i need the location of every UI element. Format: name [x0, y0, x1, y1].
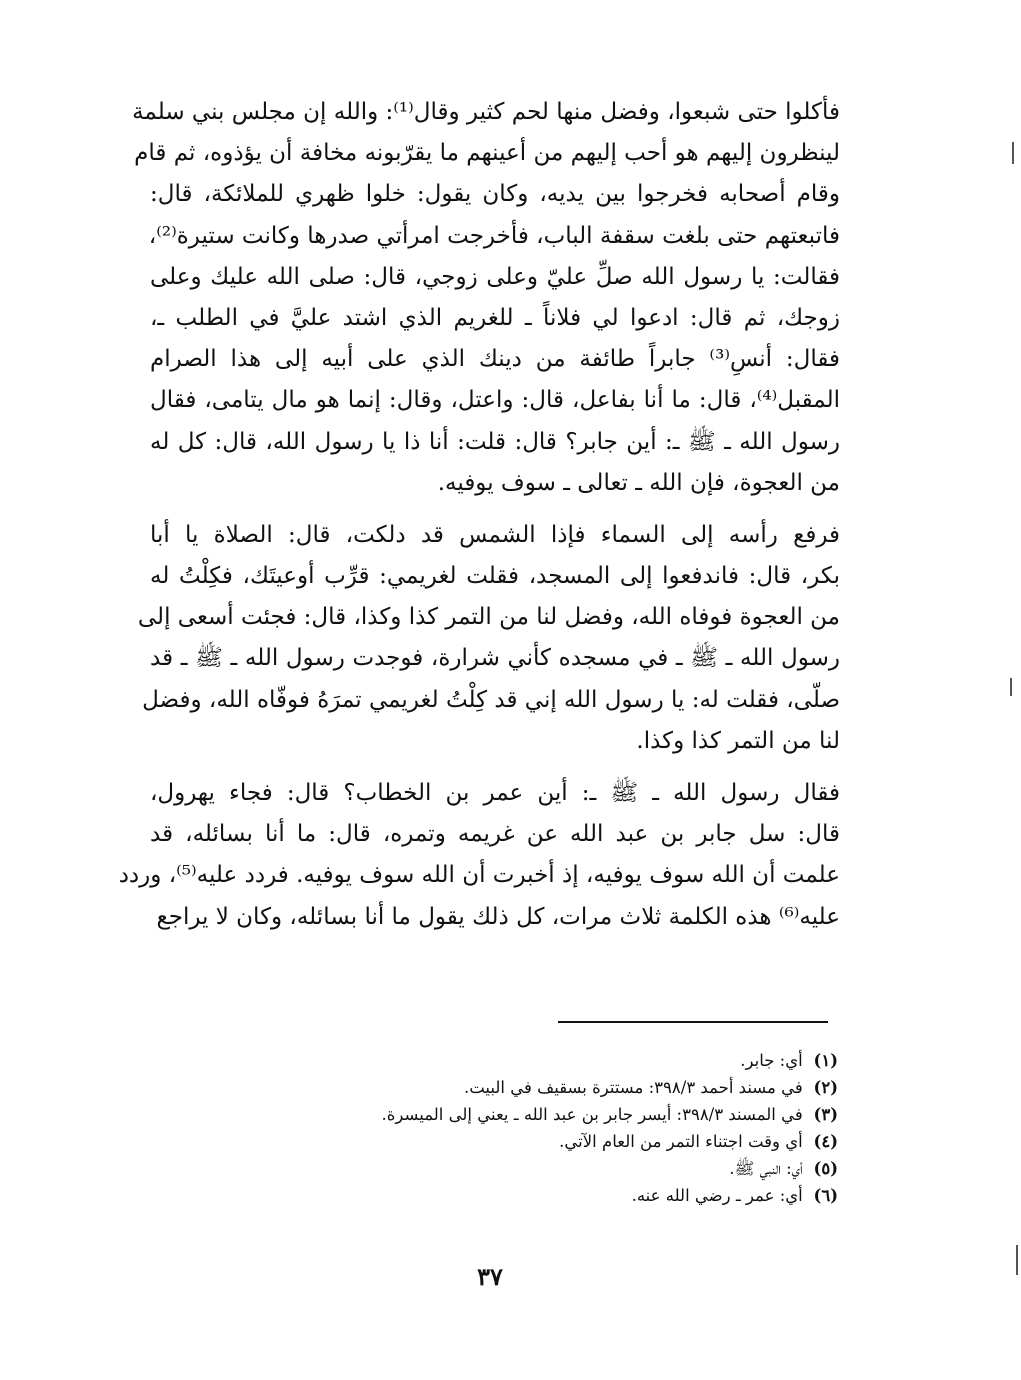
text-line: لنا من التمر كذا وكذا. [636, 727, 840, 754]
footnote-text: في المسند ٣٩٨/٣: أيسر جابر بن عبد الله ـ يعني إلى الميسرة. [381, 1105, 803, 1124]
paragraph-1 [132, 92, 841, 504]
footnote-text: في مسند أحمد ٣٩٨/٣: مستترة بسقيف في البيت. [463, 1078, 803, 1097]
text-line: من العجوة، فإن الله ـ تعالى ـ سوف يوفيه. [437, 469, 840, 496]
footnote [400, 1047, 838, 1074]
text-line: رسول الله ـ ﷺ ـ: أين جابر؟ قال: قلت: أنا ذا يا رسول الله، قال: كل له [150, 428, 840, 455]
text-line: قال: سل جابر بن عبد الله عن غريمه وتمره، قال: ما أنا بسائله، قد [150, 821, 840, 848]
paragraph-3 [118, 773, 840, 938]
text-line: من العجوة فوفاه الله، وفضل لنا من التمر كذا وكذا، قال: فجئت أسعى إلى [137, 604, 840, 631]
page-number: ٣٧ [477, 1262, 503, 1291]
footnotes [381, 1047, 838, 1209]
text-line: رسول الله ـ ﷺ ـ في مسجده كأني شرارة، فوجدت رسول الله ـ ﷺ ـ قد [150, 645, 840, 672]
footnote-text: أي وقت اجتناء التمر من العام الآتي. [559, 1132, 803, 1151]
footnote [400, 1155, 838, 1182]
footnote [400, 1182, 838, 1209]
footnote-number: (١) [813, 1051, 838, 1070]
text-line: بكر، قال: فاندفعوا إلى المسجد، فقلت لغريمي: قرِّب أوعيتَك، فكِلْتُ له [150, 563, 840, 590]
scan-margin-mark [1016, 1245, 1018, 1275]
footnote [400, 1128, 838, 1155]
text-line: صلّى، فقلت له: يا رسول الله إني قد كِلْتُ لغريمي تمرَهُ فوفّاه الله، وفضل [142, 686, 840, 713]
footnote-number: (٣) [813, 1105, 838, 1124]
footnote-text: أي: النبي ﷺ. [729, 1159, 803, 1178]
footnote-number: (٦) [813, 1186, 838, 1205]
text-line: وقام أصحابه فخرجوا بين يديه، وكان يقول: خلوا ظهري للملائكة، قال: [150, 181, 840, 208]
paragraph-2 [137, 515, 840, 762]
footnote-text: أي: عمر ـ رضي الله عنه. [631, 1186, 803, 1205]
text-line: المقبل⁽⁴⁾، قال: ما أنا بفاعل، قال: واعتل، وقال: إنما هو مال يتامى، فقال [150, 387, 840, 414]
text-line: فقال: أنسِ⁽³⁾ جابراً طائفة من دينك الذي على أبيه إلى هذا الصرام [150, 346, 841, 373]
footnote-separator [558, 1021, 828, 1023]
scan-margin-mark [1012, 142, 1014, 164]
footnote [381, 1101, 838, 1128]
footnote-number: (٢) [813, 1078, 838, 1097]
text-line: زوجك، ثم قال: ادعوا لي فلاناً ـ للغريم الذي اشتد عليَّ في الطلب ـ، [150, 304, 840, 331]
footnote-number: (٤) [813, 1132, 838, 1151]
footnote [400, 1074, 838, 1101]
text-line: عليه⁽⁶⁾ هذه الكلمة ثلاث مرات، كل ذلك يقول ما أنا بسائله، وكان لا يراجع [156, 903, 840, 930]
footnote-text: أي: جابر. [740, 1051, 803, 1070]
text-line: فقالت: يا رسول الله صلِّ عليّ وعلى زوجي، قال: صلى الله عليك وعلى [150, 263, 840, 290]
scan-margin-mark [1010, 678, 1012, 696]
text-line: لينظرون إليهم هو أحب إليهم من أعينهم ما يقرّبونه مخافة أن يؤذوه، ثم قام [134, 140, 840, 167]
text-line: علمت أن الله سوف يوفيه، إذ أخبرت أن الله سوف يوفيه. فردد عليه⁽⁵⁾، وردد [118, 862, 840, 889]
text-line: فرفع رأسه إلى السماء فإذا الشمس قد دلكت، قال: الصلاة يا أبا [150, 521, 840, 548]
body-text [118, 92, 841, 949]
text-line: فاتبعتهم حتى بلغت سقفة الباب، فأخرجت امرأتي صدرها وكانت ستيرة⁽²⁾، [148, 222, 840, 249]
text-line: فقال رسول الله ـ ﷺ ـ: أين عمر بن الخطاب؟ قال: فجاء يهرول، [150, 780, 840, 806]
footnote-number: (٥) [813, 1159, 838, 1178]
text-line: فأكلوا حتى شبعوا، وفضل منها لحم كثير وقال⁽¹⁾: والله إن مجلس بني سلمة [132, 99, 840, 125]
